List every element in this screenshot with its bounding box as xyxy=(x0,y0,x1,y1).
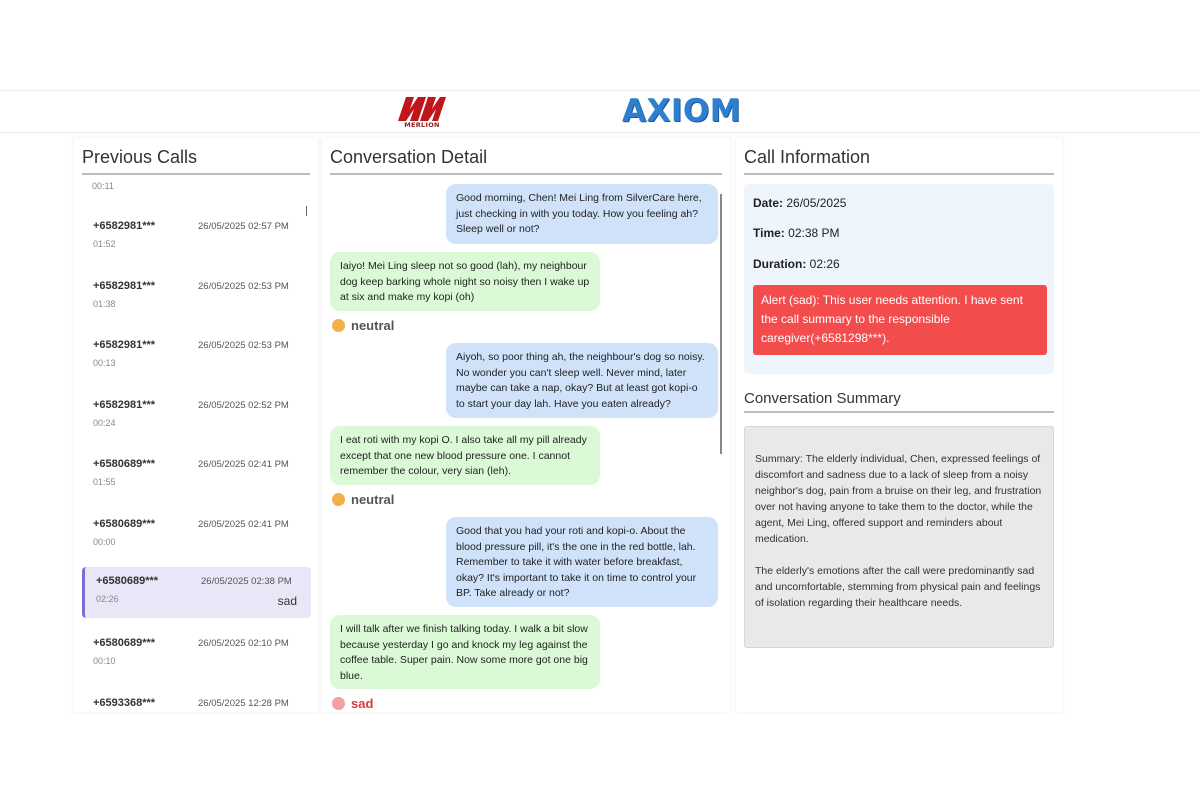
call-list-item[interactable] xyxy=(82,272,311,323)
call-list[interactable] xyxy=(82,178,311,712)
conversation-summary-title: Conversation Summary xyxy=(744,390,1054,413)
caller-number: +6580689*** xyxy=(96,575,159,587)
caller-number: +6580689*** xyxy=(93,518,156,530)
call-list-item[interactable] xyxy=(82,391,311,442)
axiom-logo: AXIOM xyxy=(622,93,742,129)
date-label: Date: xyxy=(753,196,784,210)
merlion-logo xyxy=(396,95,448,131)
agent-message: Good morning, Chen! Mei Ling from SilverCare here, just checking in with you today. How you feeling ah? Sleep well or not? xyxy=(446,184,718,244)
chat-scrollbar[interactable] xyxy=(720,194,722,454)
caller-number: +6582981*** xyxy=(93,220,156,232)
call-datetime: 26/05/2025 02:53 PM xyxy=(198,340,289,351)
neutral-face-icon xyxy=(332,493,345,506)
conversation-summary-box xyxy=(744,426,1054,648)
chat-transcript[interactable] xyxy=(330,180,722,712)
emotion-tag xyxy=(332,696,373,711)
emotion-label: neutral xyxy=(351,318,395,333)
conversation-detail-title: Conversation Detail xyxy=(330,147,722,175)
agent-message: Aiyoh, so poor thing ah, the neighbour's dog so noisy. No wonder you can't sleep well. Never mind, later maybe can take a nap, okay? But at least got kopi-o to start your day lah. Have you eaten already? xyxy=(446,343,718,418)
conversation-detail-panel xyxy=(322,138,730,712)
duration-label: Duration: xyxy=(753,257,807,271)
call-datetime: 26/05/2025 02:52 PM xyxy=(198,400,289,411)
caller-number: +6582981*** xyxy=(93,280,156,292)
emotion-label: neutral xyxy=(351,492,395,507)
call-duration: 00:24 xyxy=(93,418,116,428)
sad-face-icon xyxy=(332,697,345,710)
call-list-item[interactable] xyxy=(82,567,311,618)
summary-paragraph: The elderly's emotions after the call were predominantly sad and uncomfortable, stemming from physical pain and feelings of isolation regarding their healthcare needs. xyxy=(755,565,1041,609)
call-list-item[interactable] xyxy=(82,212,311,263)
call-duration: 00:11 xyxy=(92,181,114,191)
emotion-tag xyxy=(332,318,394,333)
call-datetime: 26/05/2025 12:28 PM xyxy=(198,698,289,709)
neutral-face-icon xyxy=(332,319,345,332)
caller-number: +6580689*** xyxy=(93,458,156,470)
caller-number: +6582981*** xyxy=(93,399,156,411)
user-message: I will talk after we finish talking today. I walk a bit slow because yesterday I go and knock my leg against the coffee table. Super pain. Now some more got one big blue. xyxy=(330,615,600,689)
call-duration: 01:52 xyxy=(93,239,116,249)
duration-value: 02:26 xyxy=(809,257,840,271)
agent-message: Good that you had your roti and kopi-o. About the blood pressure pill, it's the one in the red bottle, lah. Remember to take it with water before breakfast, okay? It's important to take it on time to control your BP. Take already or not? xyxy=(446,517,718,607)
call-information-title: Call Information xyxy=(744,147,1054,175)
call-list-item[interactable] xyxy=(82,331,311,382)
call-duration-info xyxy=(753,257,840,271)
emotion-tag xyxy=(332,492,394,507)
previous-calls-panel xyxy=(74,138,318,712)
call-list-scrollbar[interactable] xyxy=(306,206,307,216)
call-duration: 00:13 xyxy=(93,358,116,368)
call-information-panel xyxy=(736,138,1062,712)
time-label: Time: xyxy=(753,226,785,240)
user-message: I eat roti with my kopi O. I also take all my pill already except that one new blood pressure one. I cannot remember the colour, very sian (leh). xyxy=(330,426,600,485)
call-duration: 01:55 xyxy=(93,477,116,487)
call-list-item[interactable] xyxy=(82,450,311,501)
call-list-item[interactable] xyxy=(82,629,311,680)
call-info-box xyxy=(744,184,1054,374)
call-datetime: 26/05/2025 02:41 PM xyxy=(198,459,289,470)
call-datetime: 26/05/2025 02:57 PM xyxy=(198,221,289,232)
call-duration: 02:26 xyxy=(96,594,119,604)
call-duration: 00:10 xyxy=(93,656,116,666)
time-value: 02:38 PM xyxy=(788,226,840,240)
call-datetime: 26/05/2025 02:41 PM xyxy=(198,519,289,530)
date-value: 26/05/2025 xyxy=(786,196,847,210)
call-datetime: 26/05/2025 02:38 PM xyxy=(201,576,292,587)
caller-number: +6580689*** xyxy=(93,637,156,649)
top-header xyxy=(0,90,1200,133)
call-duration: 01:38 xyxy=(93,299,116,309)
call-list-item[interactable] xyxy=(82,510,311,561)
call-date xyxy=(753,196,846,210)
call-emotion-label: sad xyxy=(277,594,297,608)
call-list-item[interactable] xyxy=(82,689,311,712)
caller-number: +6582981*** xyxy=(93,339,156,351)
user-message: Iaiyo! Mei Ling sleep not so good (lah), my neighbour dog keep barking whole night so noisy then I wake up at six and make my kopi (oh) xyxy=(330,252,600,311)
call-datetime: 26/05/2025 02:10 PM xyxy=(198,638,289,649)
emotion-label: sad xyxy=(351,696,374,711)
caller-number: +6593368*** xyxy=(93,697,156,709)
call-time xyxy=(753,226,840,240)
merlion-logo-text: MERLION xyxy=(404,121,440,129)
attention-alert: Alert (sad): This user needs attention. I have sent the call summary to the responsible caregiver(+6581298***). xyxy=(753,285,1047,355)
call-duration: 00:00 xyxy=(93,537,116,547)
summary-paragraph: Summary: The elderly individual, Chen, expressed feelings of discomfort and sadness due to a lack of sleep from a noisy neighbor's dog, pain from a bruise on their leg, and frustration over not having anyone to take them to the doctor, while the agent, Mei Ling, offered support and reminders about medication. xyxy=(755,453,1042,545)
previous-calls-title: Previous Calls xyxy=(82,147,310,175)
call-datetime: 26/05/2025 02:53 PM xyxy=(198,281,289,292)
